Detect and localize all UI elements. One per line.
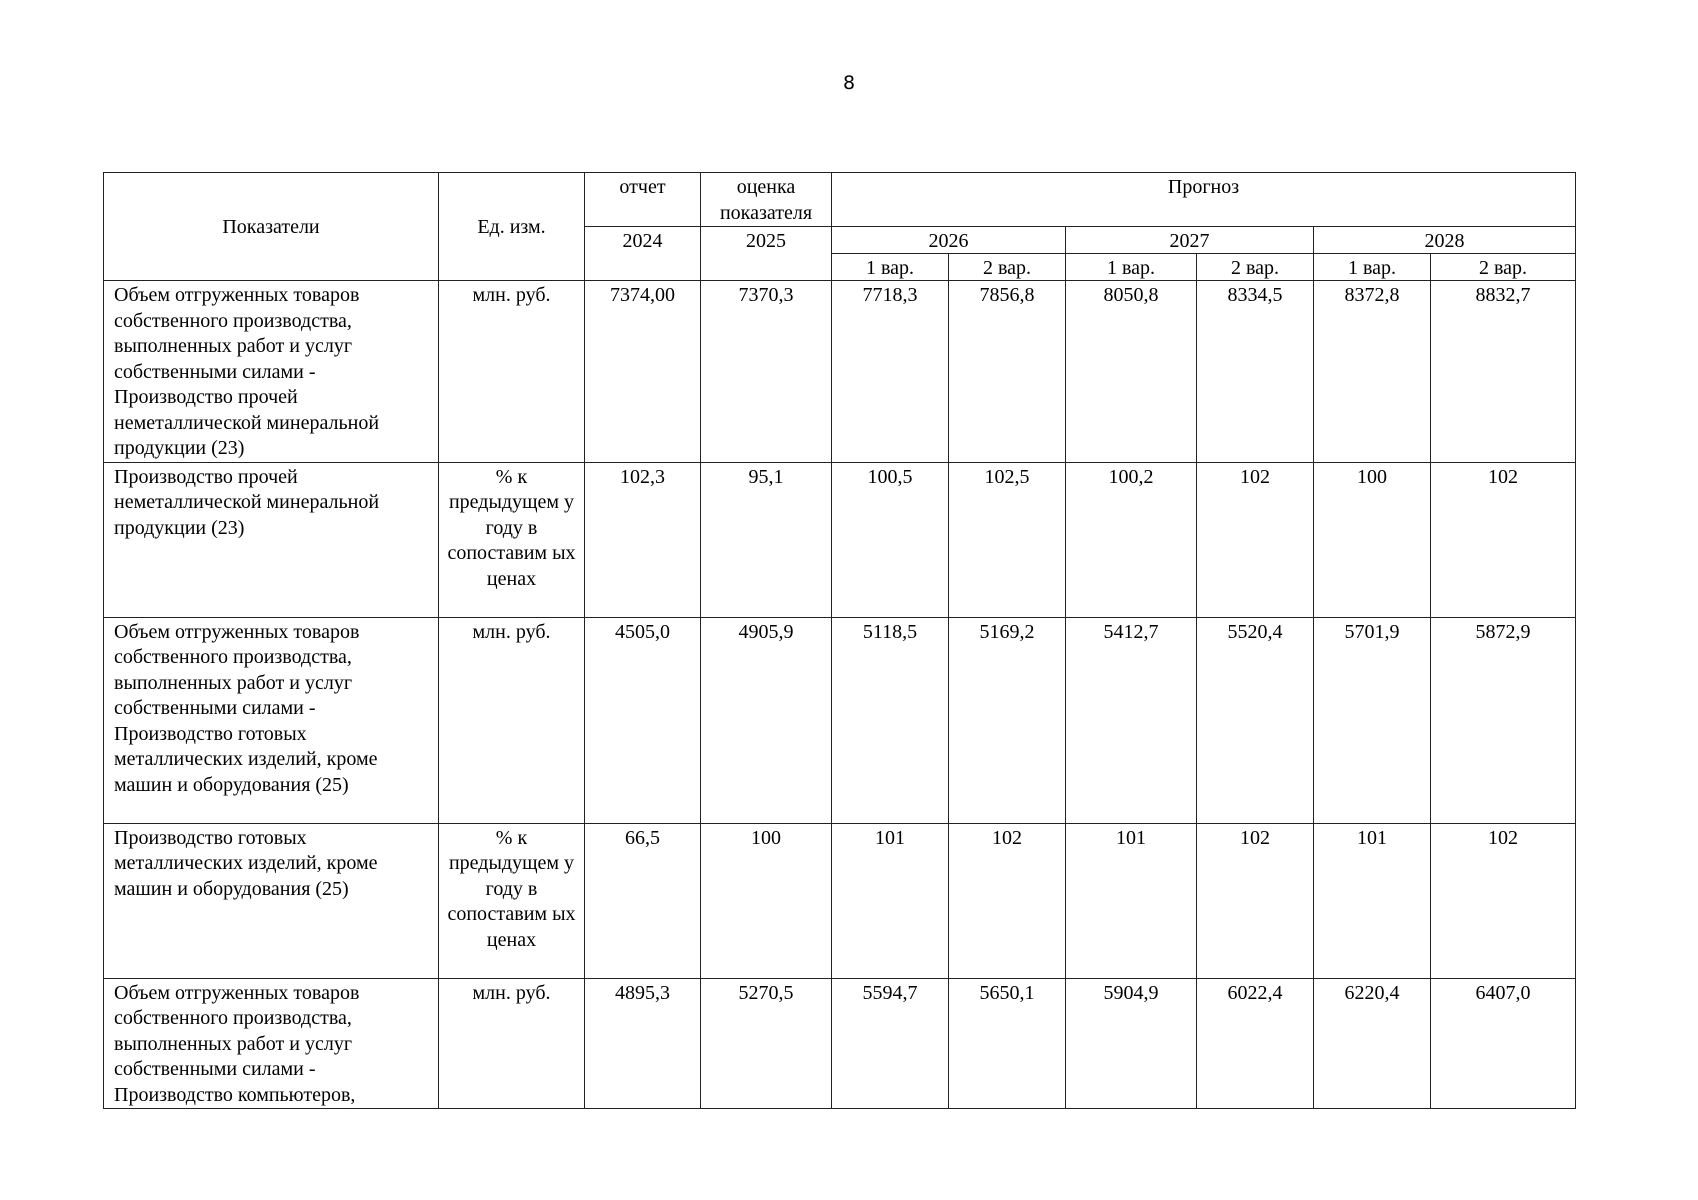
row-value: 100,5 [832,462,949,617]
row-value: 102,3 [585,462,701,617]
forecast-table [103,172,1576,1109]
header-unit: Ед. изм. [439,173,585,281]
header-year-2024: 2024 [585,227,701,281]
table-row [104,978,1576,1109]
row-value: 102 [1197,823,1314,978]
row-value: 5904,9 [1066,978,1197,1109]
row-value: 6022,4 [1197,978,1314,1109]
row-value: 101 [1314,823,1431,978]
header-year-2025: 2025 [701,227,832,281]
row-value: 102 [1197,462,1314,617]
header-variant: 2 вар. [1431,254,1576,281]
row-value: 7374,00 [585,281,701,463]
row-indicator: Производство готовых металлических изделий, кроме машин и оборудования (25) [104,823,439,978]
table-row [104,823,1576,978]
row-value: 4895,3 [585,978,701,1109]
row-value: 8832,7 [1431,281,1576,463]
page-number: 8 [842,72,856,94]
header-variant: 1 вар. [832,254,949,281]
row-unit: % к предыдущем у году в сопоставим ых ценах [439,823,585,978]
header-year-2026: 2026 [832,227,1066,254]
row-value: 7856,8 [949,281,1066,463]
row-value: 102,5 [949,462,1066,617]
row-value: 100,2 [1066,462,1197,617]
row-unit: % к предыдущем у году в сопоставим ых ценах [439,462,585,617]
header-forecast: Прогноз [832,173,1576,227]
table-row [104,281,1576,463]
header-variant: 2 вар. [949,254,1066,281]
row-value: 5650,1 [949,978,1066,1109]
row-value: 5872,9 [1431,617,1576,823]
row-value: 6220,4 [1314,978,1431,1109]
row-value: 102 [1431,462,1576,617]
row-value: 95,1 [701,462,832,617]
header-variant: 1 вар. [1314,254,1431,281]
row-value: 102 [949,823,1066,978]
row-value: 100 [1314,462,1431,617]
row-value: 5594,7 [832,978,949,1109]
table-row [104,617,1576,823]
row-indicator: Объем отгруженных товаров собственного производства, выполненных работ и услуг собственными силами - Производство прочей неметаллической минеральной продукции (23) [104,281,439,463]
row-value: 7718,3 [832,281,949,463]
row-unit: млн. руб. [439,978,585,1109]
header-year-2027: 2027 [1066,227,1314,254]
row-value: 8372,8 [1314,281,1431,463]
row-value: 5118,5 [832,617,949,823]
row-unit: млн. руб. [439,281,585,463]
header-year-2028: 2028 [1314,227,1576,254]
row-value: 5412,7 [1066,617,1197,823]
row-value: 66,5 [585,823,701,978]
header-estimate: оценка показателя [701,173,832,227]
row-unit: млн. руб. [439,617,585,823]
row-value: 6407,0 [1431,978,1576,1109]
row-value: 5169,2 [949,617,1066,823]
header-variant: 2 вар. [1197,254,1314,281]
row-indicator: Объем отгруженных товаров собственного производства, выполненных работ и услуг собственными силами - Производство готовых металлических изделий, кроме машин и оборудования (25) [104,617,439,823]
header-indicators: Показатели [104,173,439,281]
row-value: 5270,5 [701,978,832,1109]
row-value: 4505,0 [585,617,701,823]
row-value: 101 [832,823,949,978]
row-value: 101 [1066,823,1197,978]
row-value: 5520,4 [1197,617,1314,823]
row-value: 7370,3 [701,281,832,463]
header-report: отчет [585,173,701,227]
row-value: 8334,5 [1197,281,1314,463]
row-value: 5701,9 [1314,617,1431,823]
row-value: 102 [1431,823,1576,978]
row-value: 100 [701,823,832,978]
row-value: 4905,9 [701,617,832,823]
row-value: 8050,8 [1066,281,1197,463]
table-row [104,462,1576,617]
row-indicator: Объем отгруженных товаров собственного производства, выполненных работ и услуг собственными силами - Производство компьютеров, [104,978,439,1109]
header-variant: 1 вар. [1066,254,1197,281]
row-indicator: Производство прочей неметаллической минеральной продукции (23) [104,462,439,617]
